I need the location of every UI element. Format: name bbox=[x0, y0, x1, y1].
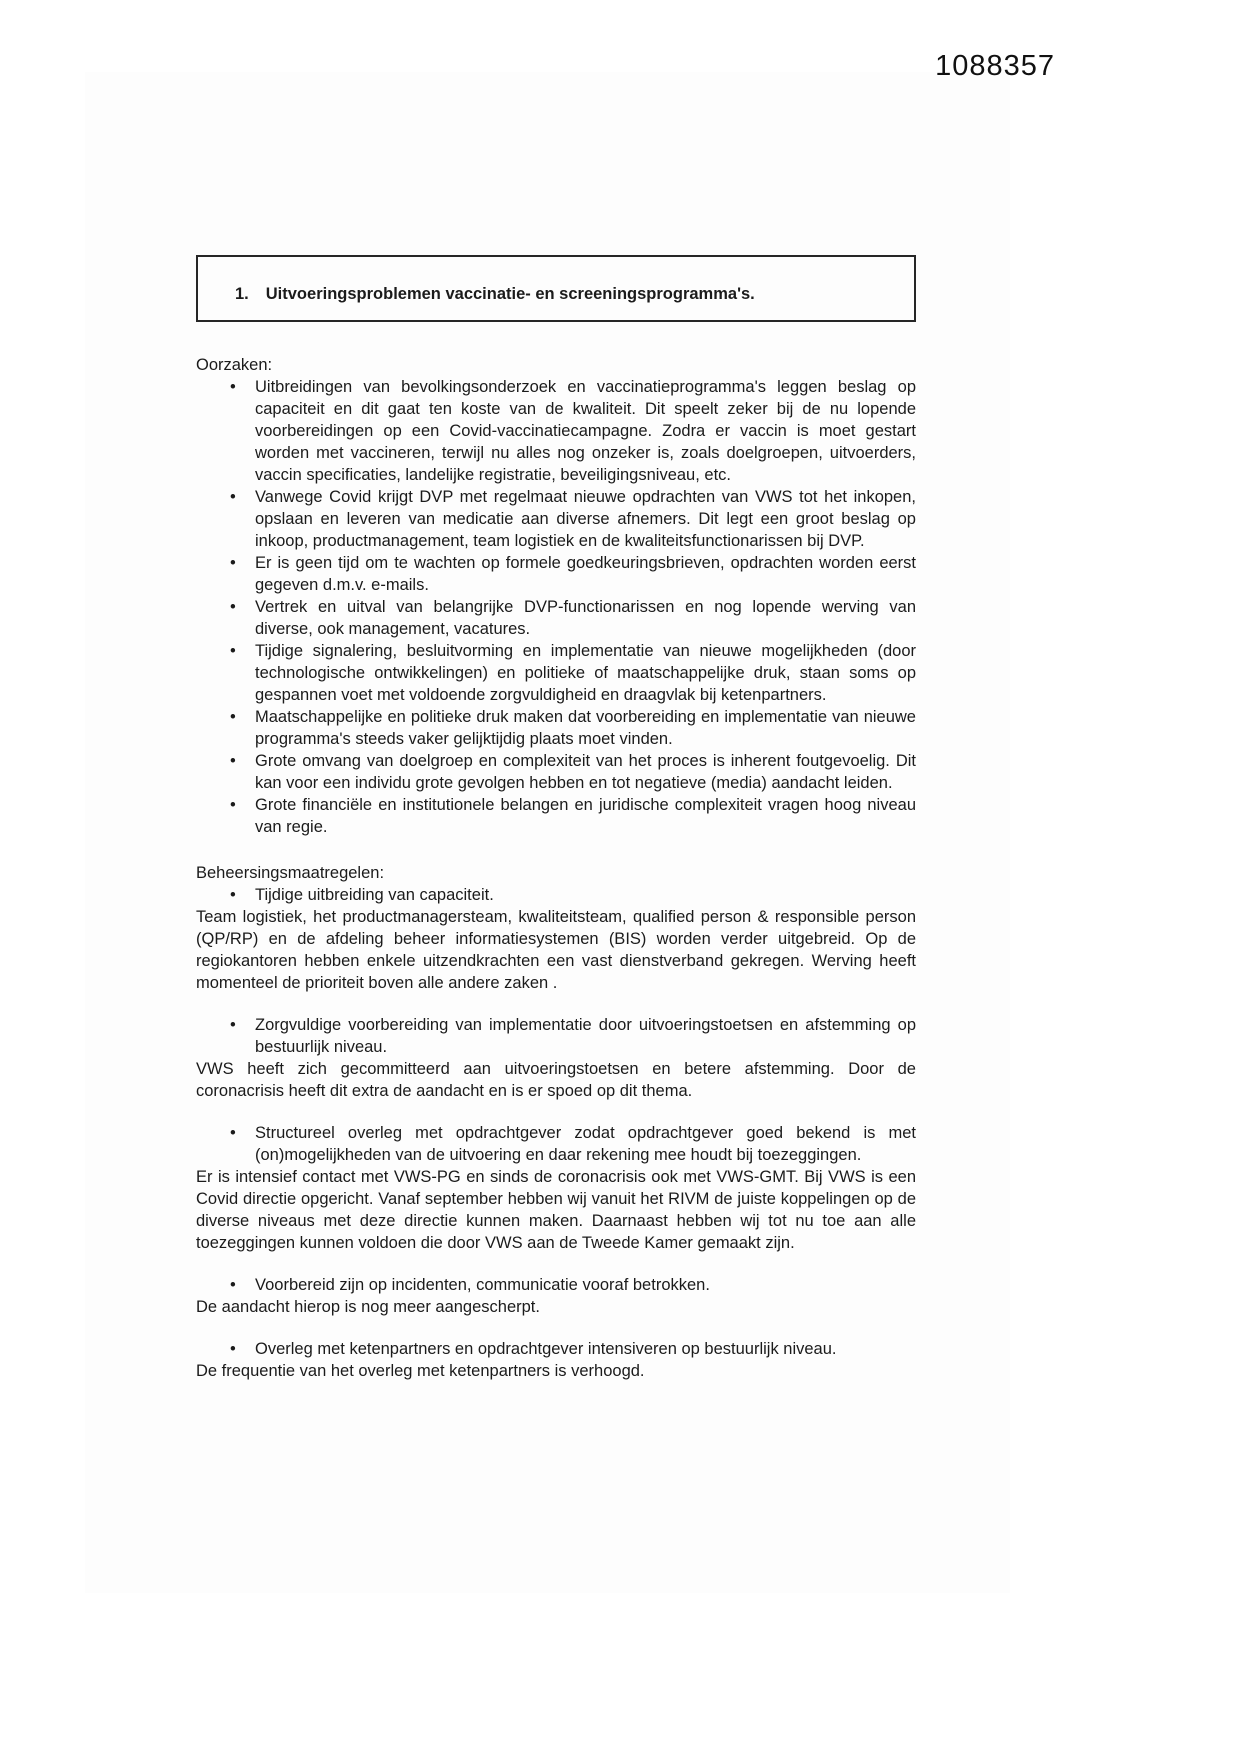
measure-paragraph: Er is intensief contact met VWS-PG en sinds de coronacrisis ook met VWS-GMT. Bij VWS is een Covid directie opgericht. Vanaf september hebben wij vanuit het RIVM de juiste koppelingen op de diverse niveaus met deze directie kunnen maken. Daarnaast hebben wij tot nu toe aan alle toezeggingen kunnen voldoen die door VWS aan de Tweede Kamer gemaakt zijn. bbox=[196, 1168, 916, 1252]
list-item: • Vanwege Covid krijgt DVP met regelmaat nieuwe opdrachten van VWS tot het inkopen, opslaan en leveren van medicatie aan diverse afnemers. Dit legt een groot beslag op inkoop, productmanagement, team logistiek en de kwaliteitsfunctionarissen bij DVP. bbox=[196, 486, 916, 552]
list-item: • Er is geen tijd om te wachten op formele goedkeuringsbrieven, opdrachten worden eerst gegeven d.m.v. e-mails. bbox=[196, 552, 916, 596]
oorzaken-list bbox=[196, 376, 916, 838]
list-item: • Tijdige signalering, besluitvorming en implementatie van nieuwe mogelijkheden (door technologische ontwikkelingen) en politieke of maatschappelijke druk, staan soms op gespannen voet met voldoende zorgvuldigheid en draagvlak bij ketenpartners. bbox=[196, 640, 916, 706]
list-item: • Grote omvang van doelgroep en complexiteit van het proces is inherent foutgevoelig. Dit kan voor een individu grote gevolgen hebben en tot negatieve (media) aandacht leiden. bbox=[196, 750, 916, 794]
measure-bullet-list bbox=[196, 1274, 916, 1296]
measure-bullet-list bbox=[196, 1014, 916, 1058]
list-item: • Uitbreidingen van bevolkingsonderzoek en vaccinatieprogramma's leggen beslag op capaciteit en dit gaat ten koste van de kwaliteit. Dit speelt zeker bij de nu lopende voorbereidingen op een Covid-vaccinatiecampagne. Zodra er vaccin is moet gestart worden met vaccineren, terwijl nu alles nog onzeker is, zoals doelgroepen, uitvoerders, vaccin specificaties, landelijke registratie, beveiligingsniveau, etc. bbox=[196, 376, 916, 486]
measure-bullet-list bbox=[196, 1122, 916, 1166]
document-content bbox=[196, 255, 916, 1382]
section-title: Uitvoeringsproblemen vaccinatie- en screeningsprogramma's. bbox=[265, 285, 755, 303]
measure-paragraph: De frequentie van het overleg met ketenpartners is verhoogd. bbox=[196, 1362, 645, 1380]
list-item: • Grote financiële en institutionele belangen en juridische complexiteit vragen hoog niveau van regie. bbox=[196, 794, 916, 838]
list-item: • Tijdige uitbreiding van capaciteit. bbox=[196, 884, 916, 906]
beheersing-label: Beheersingsmaatregelen: bbox=[196, 864, 385, 882]
list-item: • Maatschappelijke en politieke druk maken dat voorbereiding en implementatie van nieuwe programma's steeds vaker gelijktijdig plaats moet vinden. bbox=[196, 706, 916, 750]
measure-paragraph: VWS heeft zich gecommitteerd aan uitvoeringstoetsen en betere afstemming. Door de coronacrisis heeft dit extra de aandacht en is er spoed op dit thema. bbox=[196, 1060, 916, 1100]
measure-item bbox=[196, 884, 916, 994]
measure-paragraph: Team logistiek, het productmanagersteam, kwaliteitsteam, qualified person & responsible person (QP/RP) en de afdeling beheer informatiesystemen (BIS) worden verder uitgebreid. Op de regiokantoren hebben enkele uitzendkrachten een vast dienstverband gekregen. Werving heeft momenteel de prioriteit boven alle andere zaken . bbox=[196, 908, 916, 992]
list-item: • Vertrek en uitval van belangrijke DVP-functionarissen en nog lopende werving van diverse, ook management, vacatures. bbox=[196, 596, 916, 640]
measure-item bbox=[196, 1338, 916, 1382]
measure-bullet-list bbox=[196, 1338, 916, 1360]
list-item: • Structureel overleg met opdrachtgever zodat opdrachtgever goed bekend is met (on)mogelijkheden van de uitvoering en daar rekening mee houdt bij toezeggingen. bbox=[196, 1122, 916, 1166]
section-heading-box bbox=[196, 255, 916, 322]
list-item: • Overleg met ketenpartners en opdrachtgever intensiveren op bestuurlijk niveau. bbox=[196, 1338, 916, 1360]
measure-item bbox=[196, 1014, 916, 1102]
measure-item bbox=[196, 1122, 916, 1254]
section-number: 1. bbox=[235, 285, 249, 303]
list-item: • Zorgvuldige voorbereiding van implementatie door uitvoeringstoetsen en afstemming op bestuurlijk niveau. bbox=[196, 1014, 916, 1058]
document-number: 1088357 bbox=[935, 50, 1055, 82]
measure-bullet-list bbox=[196, 884, 916, 906]
measure-paragraph: De aandacht hierop is nog meer aangescherpt. bbox=[196, 1298, 540, 1316]
list-item: • Voorbereid zijn op incidenten, communicatie vooraf betrokken. bbox=[196, 1274, 916, 1296]
measure-item bbox=[196, 1274, 916, 1318]
oorzaken-label: Oorzaken: bbox=[196, 356, 273, 374]
